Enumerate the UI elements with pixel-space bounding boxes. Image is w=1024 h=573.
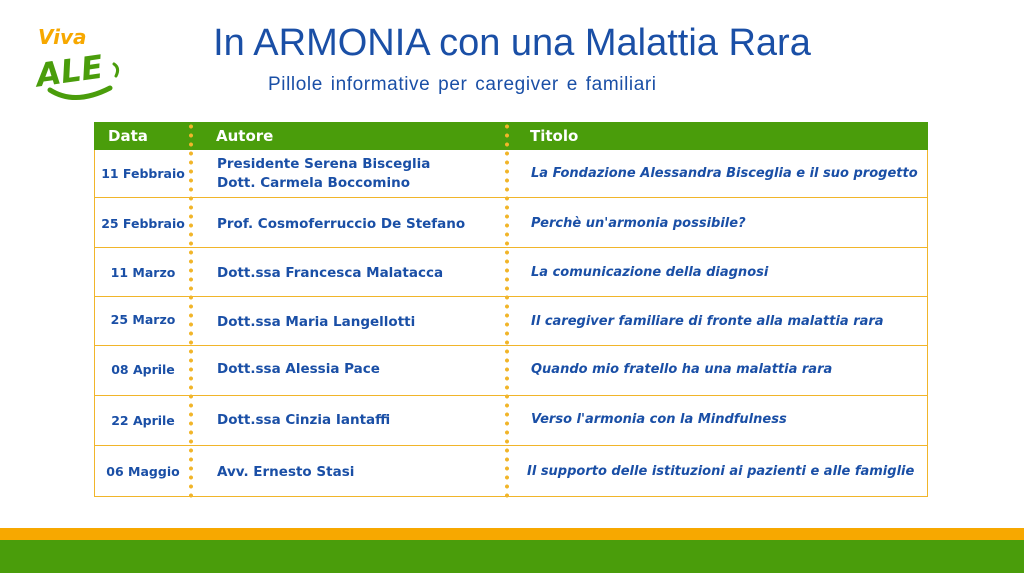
schedule-table <box>94 122 928 497</box>
row-title: Verso l'armonia con la Mindfulness <box>531 412 787 427</box>
row-author-line: Dott. Carmela Boccomino <box>217 175 410 191</box>
row-date: 08 Aprile <box>111 362 175 377</box>
row-title: Il caregiver familiare di fronte alla malattia rara <box>531 314 884 329</box>
row-date: 22 Aprile <box>111 413 175 428</box>
row-title: La Fondazione Alessandra Bisceglia e il suo progetto <box>531 166 918 181</box>
row-title: Perchè un'armonia possibile? <box>531 216 746 231</box>
table-row <box>94 346 928 396</box>
footer-green-band <box>0 540 1024 573</box>
logo-text-ale: ALE <box>33 47 106 95</box>
column-divider-dots <box>189 122 193 498</box>
row-author: Dott.ssa Francesca Malatacca <box>217 265 444 281</box>
footer-orange-band <box>0 528 1024 540</box>
logo-sparkle <box>114 64 118 76</box>
column-divider-dots <box>505 122 509 498</box>
table-row <box>94 248 928 297</box>
column-header-title: Titolo <box>530 127 579 145</box>
table-row <box>94 150 928 198</box>
table-row <box>94 198 928 248</box>
table-row <box>94 297 928 346</box>
row-author: Prof. Cosmoferruccio De Stefano <box>217 216 466 232</box>
row-author: Dott.ssa Maria Langellotti <box>217 314 416 330</box>
row-author: Dott.ssa Cinzia Iantaffi <box>217 412 391 428</box>
table-row <box>94 396 928 446</box>
row-title: Il supporto delle istituzioni ai pazienti e alle famiglie <box>527 464 915 479</box>
table-header <box>94 122 928 150</box>
row-date: 11 Febbraio <box>101 166 185 181</box>
row-title: La comunicazione della diagnosi <box>531 265 769 280</box>
row-author <box>217 155 430 193</box>
row-author-line: Presidente Serena Bisceglia <box>217 156 431 172</box>
column-header-date: Data <box>108 127 148 145</box>
table-row <box>94 446 928 497</box>
row-date: 25 Febbraio <box>101 216 185 231</box>
row-date: 06 Maggio <box>106 464 180 479</box>
page-subtitle: Pillole informative per caregiver e familiari <box>268 74 657 95</box>
column-header-author: Autore <box>216 127 274 145</box>
row-title: Quando mio fratello ha una malattia rara <box>531 362 833 377</box>
row-date: 25 Marzo <box>110 312 176 327</box>
row-author: Avv. Ernesto Stasi <box>217 464 355 480</box>
page-title: In ARMONIA con una Malattia Rara <box>213 22 811 64</box>
logo-text-viva: Viva <box>38 25 87 49</box>
row-author: Dott.ssa Alessia Pace <box>217 361 380 377</box>
row-date: 11 Marzo <box>110 265 176 280</box>
